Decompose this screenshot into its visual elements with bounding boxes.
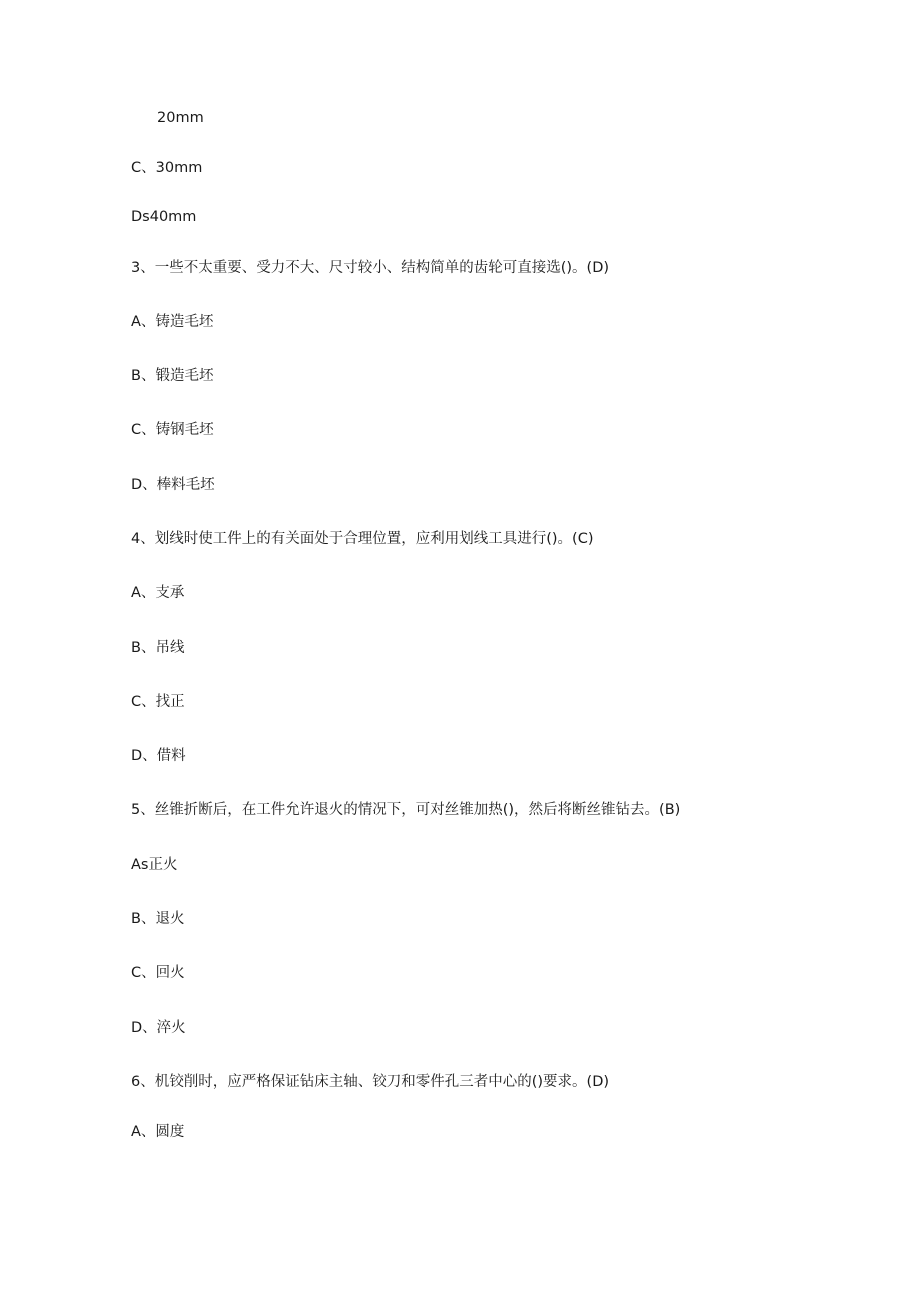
question-3: 3、一些不太重要、受力不大、尺寸较小、结构简单的齿轮可直接选()。(D) (131, 260, 610, 276)
q4-option-c: C、找正 (131, 694, 185, 710)
question-5: 5、丝锥折断后，在工件允许退火的情况下，可对丝锥加热()，然后将断丝锥钻去。(B) (131, 802, 681, 818)
q5-option-c: C、回火 (131, 965, 185, 981)
q3-option-b: B、锻造毛坯 (131, 368, 214, 384)
q5-option-b: B、退火 (131, 911, 185, 927)
q5-option-a: As正火 (131, 857, 178, 873)
q3-option-c: C、铸钢毛坯 (131, 422, 214, 438)
option-d: Ds40mm (131, 209, 197, 225)
question-4: 4、划线时使工件上的有关面处于合理位置，应利用划线工具进行()。(C) (131, 531, 594, 547)
q4-option-b: B、吊线 (131, 640, 185, 656)
q6-option-a: A、圆度 (131, 1124, 185, 1140)
q3-option-a: A、铸造毛坯 (131, 314, 214, 330)
q5-option-d: D、淬火 (131, 1020, 186, 1036)
q3-option-d: D、棒料毛坯 (131, 477, 215, 493)
q4-option-a: A、支承 (131, 585, 185, 601)
option-c: C、30mm (131, 160, 203, 176)
option-b-fragment: 20mm (157, 110, 204, 126)
q4-option-d: D、借料 (131, 748, 186, 764)
question-6: 6、机铰削时，应严格保证钻床主轴、铰刀和零件孔三者中心的()要求。(D) (131, 1074, 610, 1090)
